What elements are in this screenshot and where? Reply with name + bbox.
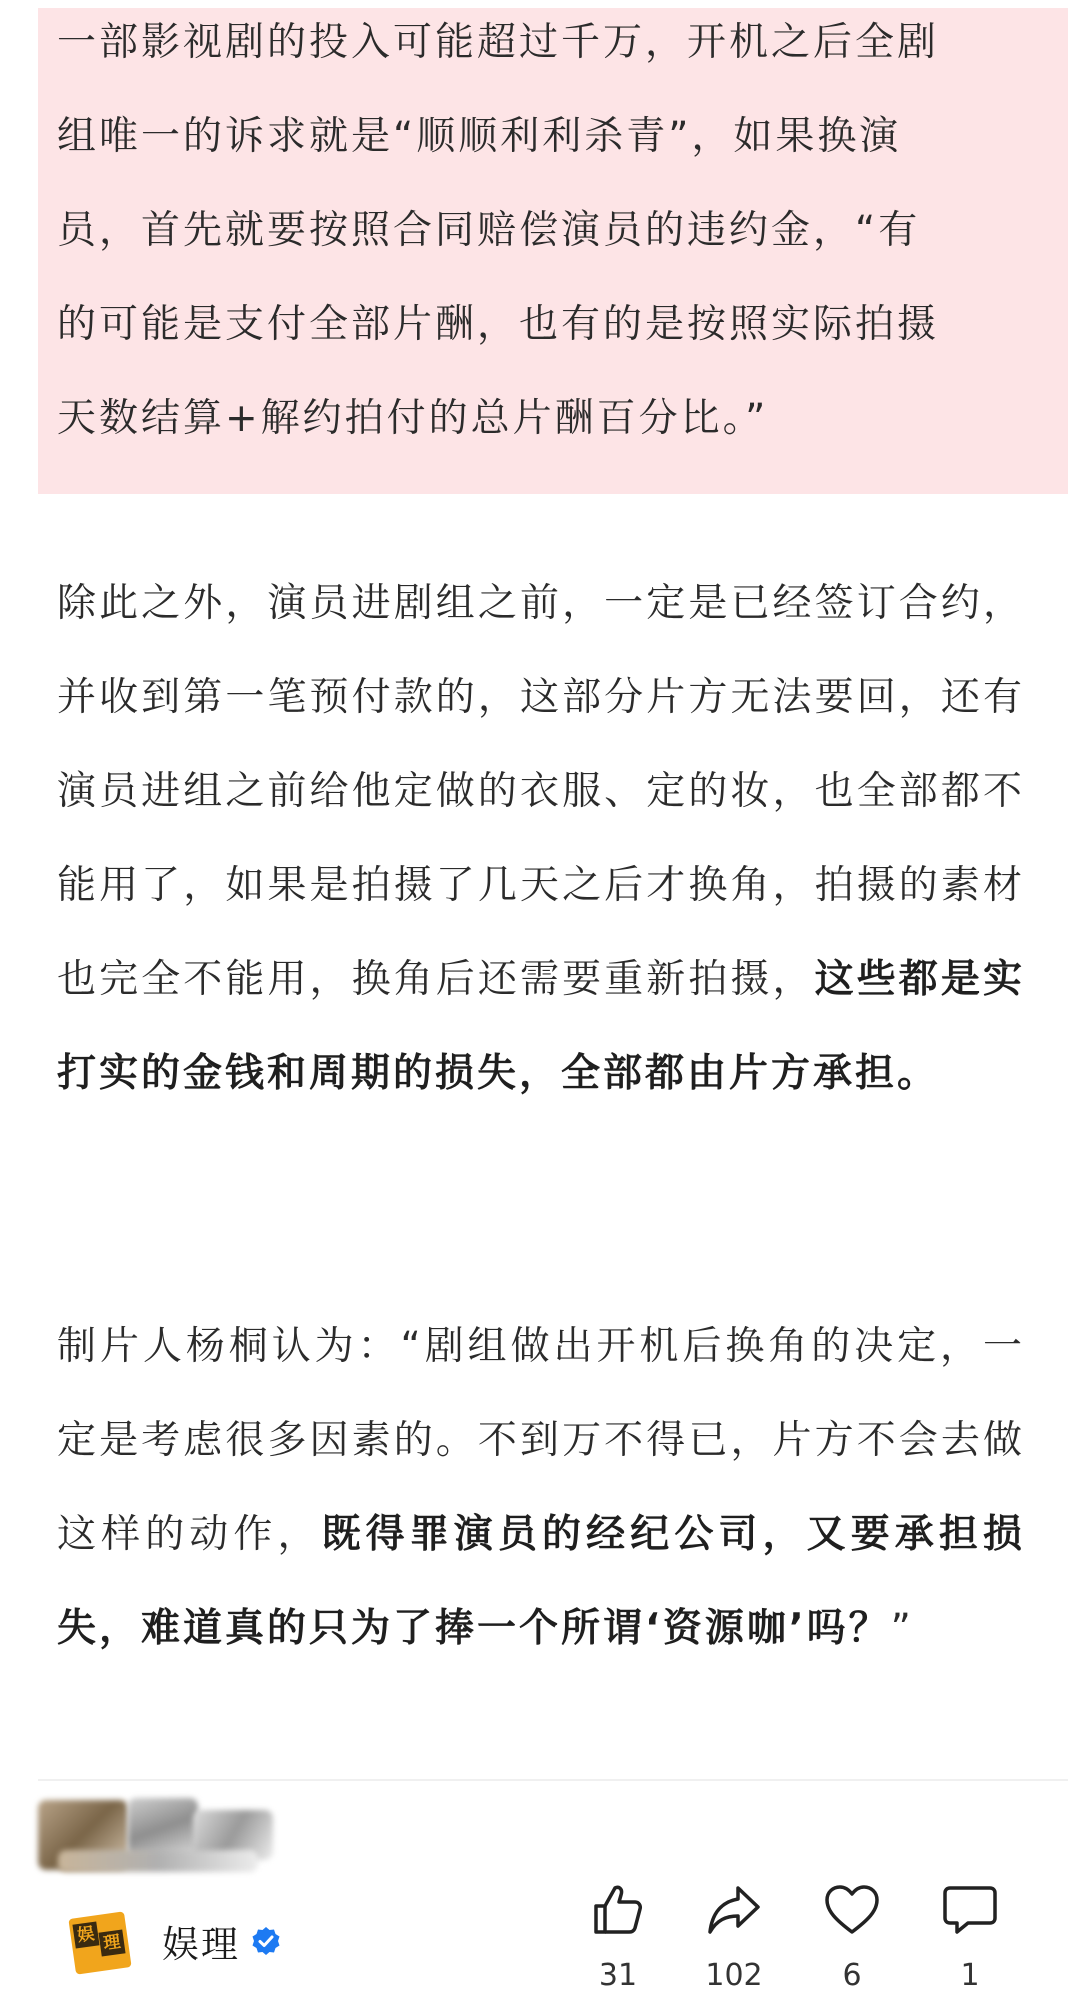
blurred-watermark: [28, 1790, 298, 1880]
favorite-count: 6: [842, 1958, 862, 1993]
share-count: 102: [705, 1958, 763, 1993]
quote-line: 天数结算+解约拍付的总片酬百分比。”: [57, 396, 769, 441]
comment-button[interactable]: [920, 1880, 1020, 1993]
divider: [38, 1779, 1068, 1781]
comment-count: 1: [960, 1958, 980, 1993]
share-arrow-icon: [704, 1880, 764, 1940]
body-paragraph-2: [57, 557, 1025, 1121]
author-avatar[interactable]: [68, 1909, 132, 1973]
share-button[interactable]: [684, 1880, 784, 1993]
thumbs-up-icon: [588, 1880, 648, 1940]
paragraph-bold-text: 既得罪演员的经纪公司，又要承担损失，难道真的只为了捧一个所谓‘资源咖’吗？: [57, 1512, 1025, 1651]
logo-char: 理: [98, 1929, 125, 1956]
heart-icon: [822, 1880, 882, 1940]
author-name[interactable]: 娱理: [162, 1923, 240, 1966]
quote-line: 的可能是支付全部片酬，也有的是按照实际拍摄: [57, 302, 940, 347]
verified-check-icon: [250, 1925, 282, 1957]
paragraph-closing-quote: ”: [890, 1606, 914, 1651]
author-bar[interactable]: [68, 1906, 282, 1976]
comment-bubble-icon: [940, 1880, 1000, 1940]
like-button[interactable]: [568, 1880, 668, 1993]
quote-line: 组唯一的诉求就是“顺顺利利杀青”，如果换演: [57, 114, 902, 159]
paragraph-text: 除此之外，演员进剧组之前，一定是已经签订合约，并收到第一笔预付款的，这部分片方无法要回，还有演员进组之前给他定做的衣服、定的妆，也全部都不能用了，如果是拍摄了几天之后才换角，拍摄的素材也完全不能用，换角后还需要重新拍摄，: [57, 581, 1025, 1002]
logo-char: 娱: [72, 1921, 99, 1948]
quote-line: 一部影视剧的投入可能超过千万，开机之后全剧: [57, 20, 940, 65]
paragraph-bold-text: 这些都是实打实的金钱和周期的损失，全部都由片方承担。: [57, 957, 1025, 1096]
like-count: 31: [598, 1958, 638, 1993]
action-bar: [560, 1880, 1040, 2000]
body-paragraph-3: [57, 1300, 1025, 1676]
quote-line: 员，首先就要按照合同赔偿演员的违约金，“有: [57, 208, 921, 253]
quote-paragraph: [57, 0, 1025, 466]
paragraph-text: 制片人杨桐认为：“剧组做出开机后换角的决定，一定是考虑很多因素的。不到万不得已，片方不会去做这样的动作，: [57, 1324, 1025, 1557]
favorite-button[interactable]: [802, 1880, 902, 1993]
